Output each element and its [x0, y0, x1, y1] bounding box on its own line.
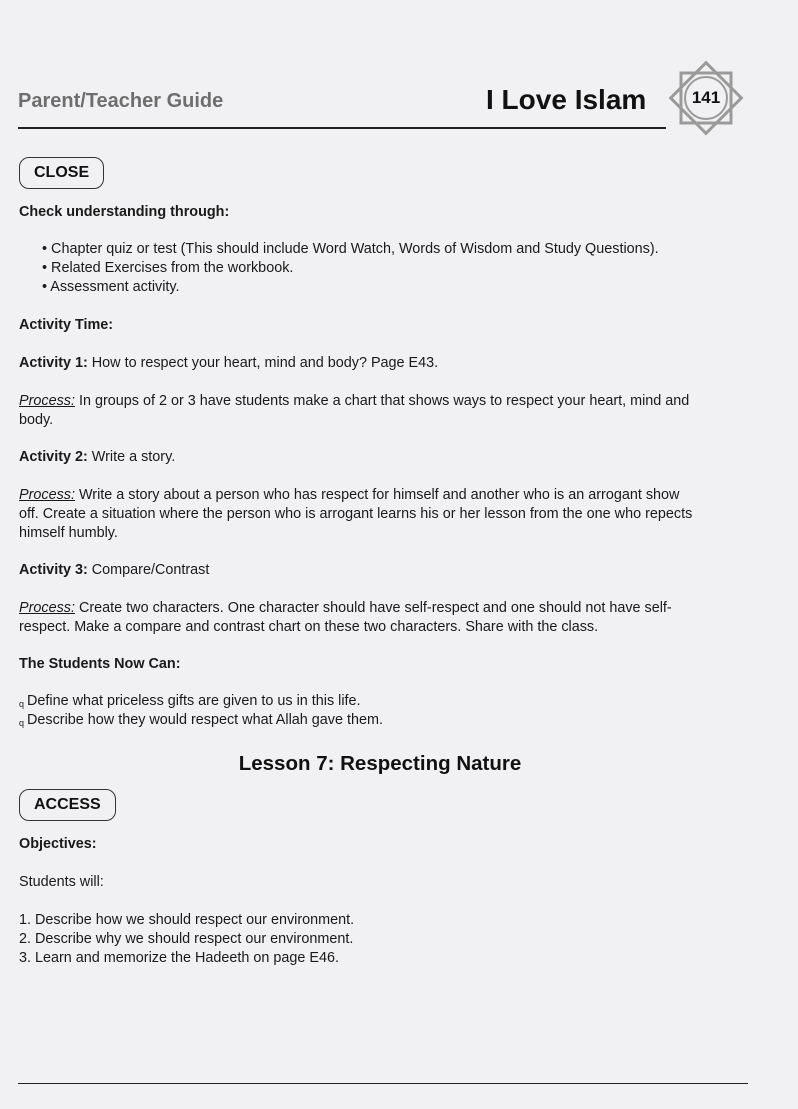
objective-item: 2. Describe why we should respect our environment. — [19, 931, 354, 947]
lesson-title: Lesson 7: Respecting Nature — [238, 752, 522, 775]
page-number: 141 — [691, 88, 721, 107]
students-now-heading: The Students Now Can: — [19, 656, 181, 672]
activity-3: Activity 3: Compare/Contrast — [19, 562, 210, 578]
activity-1: Activity 1: How to respect your heart, mind and body? Page E43. — [19, 355, 439, 371]
objective-item: 1. Describe how we should respect our environment. — [19, 912, 355, 928]
guide-title: Parent/Teacher Guide — [18, 90, 224, 112]
activity-time-heading: Activity Time: — [19, 317, 114, 333]
header-rule — [18, 127, 666, 129]
check-item: • Assessment activity. — [42, 279, 180, 295]
activity-2-process: Process: Write a story about a person who has respect for himself and another who is an arrogant show off. Create a situation where the person who is arrogant learns his or her lesson from the one who repects himself humbly. — [19, 487, 693, 541]
check-item: • Chapter quiz or test (This should include Word Watch, Words of Wisdom and Study Questions). — [42, 241, 659, 257]
check-item: • Related Exercises from the workbook. — [42, 260, 294, 276]
activity-1-process: Process: In groups of 2 or 3 have students make a chart that shows ways to respect your heart, mind and body. — [19, 393, 690, 428]
activity-2: Activity 2: Write a story. — [19, 449, 176, 465]
students-now-item: q Describe how they would respect what Allah gave them. — [19, 712, 383, 728]
access-label-box: ACCESS — [19, 789, 116, 821]
objectives-heading: Objectives: — [19, 836, 97, 852]
close-label-box: CLOSE — [19, 157, 104, 189]
book-title: I Love Islam — [486, 84, 647, 115]
students-will-text: Students will: — [19, 874, 104, 890]
objective-item: 3. Learn and memorize the Hadeeth on page E46. — [19, 950, 340, 966]
students-now-item: q Define what priceless gifts are given to us in this life. — [19, 693, 361, 709]
check-understanding-heading: Check understanding through: — [19, 204, 230, 220]
footer-rule — [18, 1083, 748, 1084]
activity-3-process: Process: Create two characters. One character should have self-respect and one should not have self- respect. Make a compare and contrast chart on these two characters. Share with the class. — [19, 600, 672, 635]
